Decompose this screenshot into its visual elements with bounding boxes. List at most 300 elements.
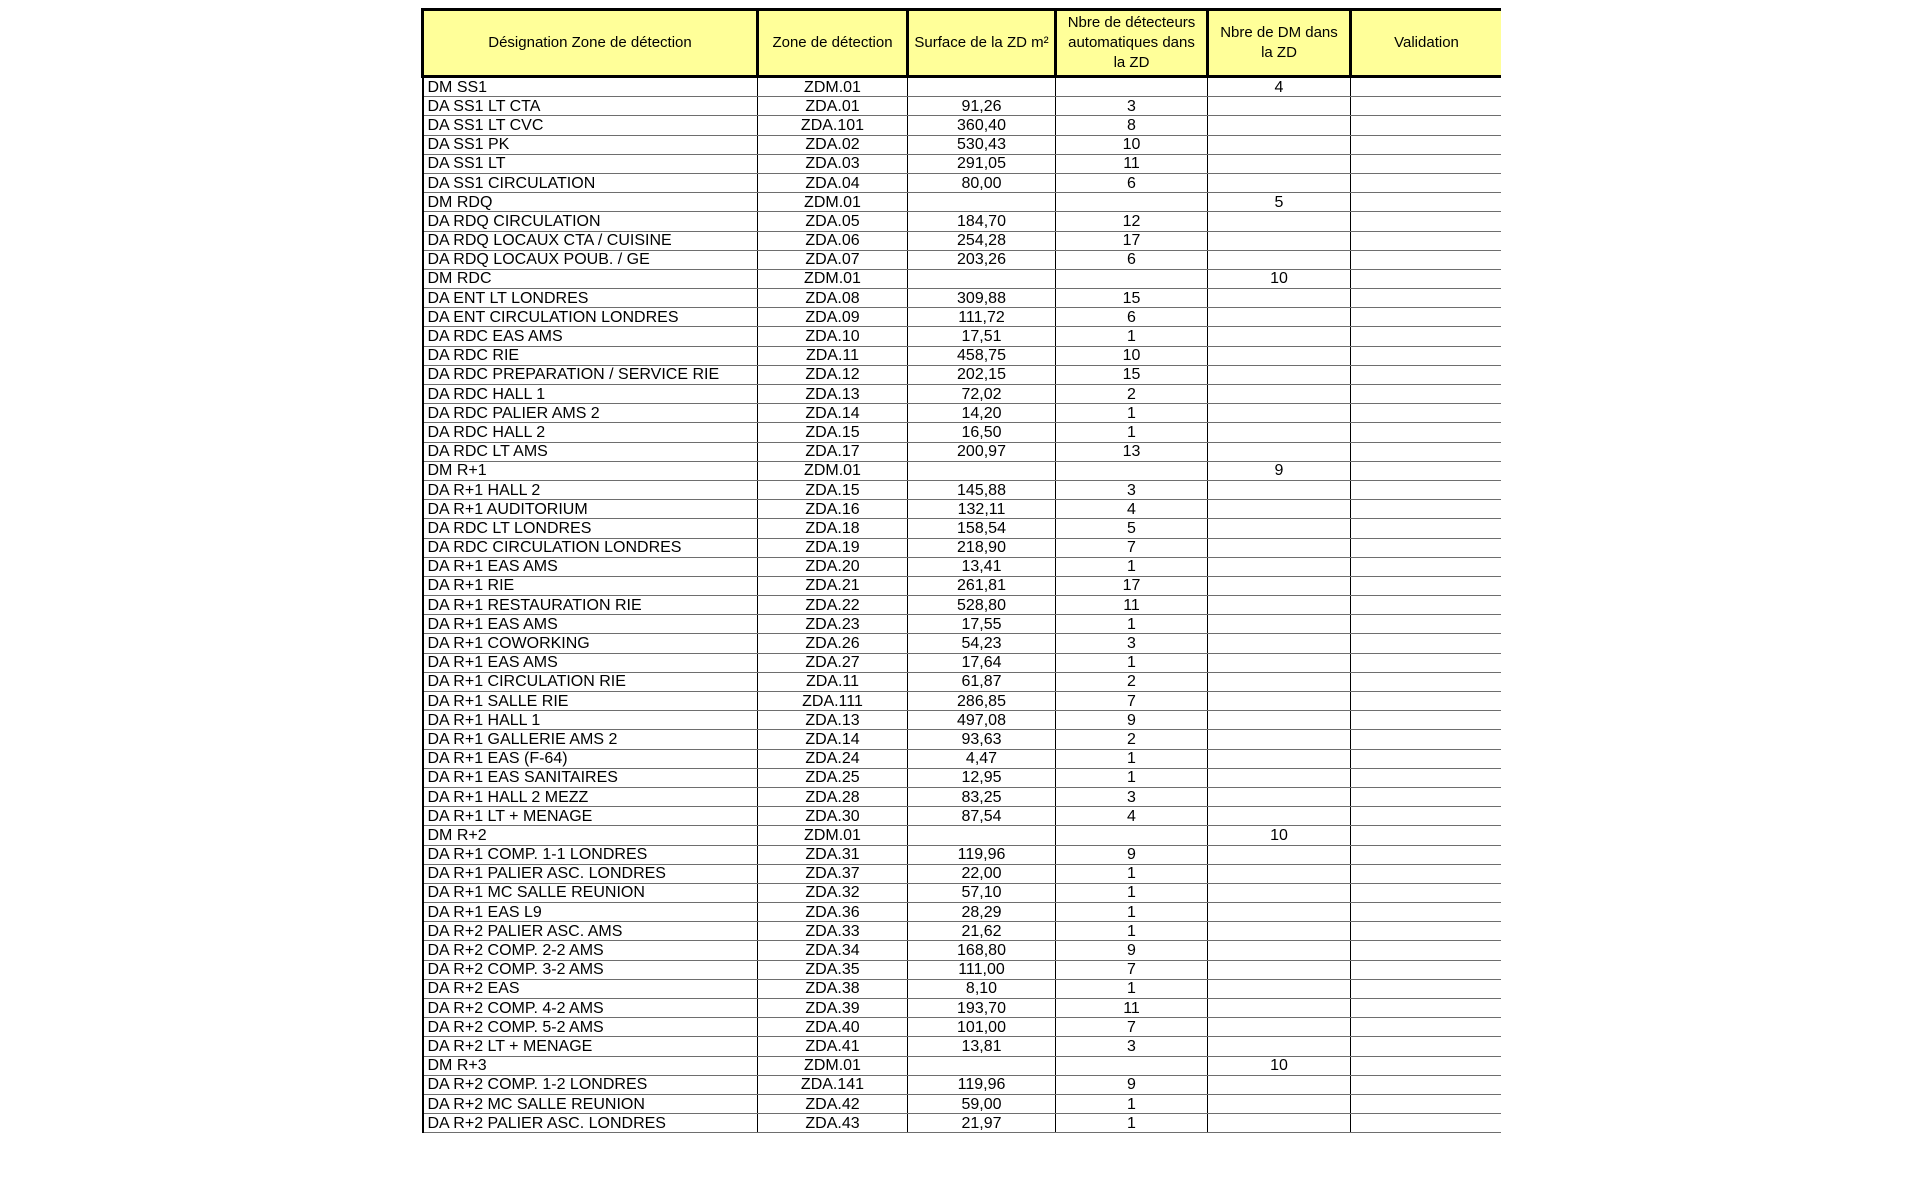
cell-dm-count — [1208, 903, 1351, 922]
table-row — [423, 461, 1502, 480]
cell-detector-count: 1 — [1056, 653, 1208, 672]
table-row — [423, 883, 1502, 902]
header-designation: Désignation Zone de détection — [423, 10, 758, 77]
cell-designation: DA RDC EAS AMS — [423, 327, 758, 346]
cell-detector-count — [1056, 461, 1208, 480]
table-row — [423, 519, 1502, 538]
cell-designation: DA R+2 PALIER ASC. LONDRES — [423, 1114, 758, 1133]
cell-dm-count — [1208, 97, 1351, 116]
table-row — [423, 864, 1502, 883]
table-row — [423, 269, 1502, 288]
cell-validation — [1351, 941, 1502, 960]
cell-surface: 119,96 — [908, 845, 1056, 864]
cell-detector-count: 9 — [1056, 941, 1208, 960]
cell-detector-count: 2 — [1056, 385, 1208, 404]
cell-surface: 530,43 — [908, 135, 1056, 154]
cell-zone: ZDA.33 — [758, 922, 908, 941]
cell-zone: ZDA.10 — [758, 327, 908, 346]
cell-designation: DA R+1 COMP. 1-1 LONDRES — [423, 845, 758, 864]
cell-validation — [1351, 557, 1502, 576]
cell-detector-count: 1 — [1056, 864, 1208, 883]
cell-zone: ZDA.13 — [758, 711, 908, 730]
cell-zone: ZDA.14 — [758, 730, 908, 749]
cell-detector-count: 3 — [1056, 787, 1208, 806]
cell-surface: 111,00 — [908, 960, 1056, 979]
cell-designation: DA R+2 MC SALLE REUNION — [423, 1094, 758, 1113]
cell-zone: ZDA.30 — [758, 807, 908, 826]
cell-surface: 168,80 — [908, 941, 1056, 960]
cell-designation: DA RDQ LOCAUX POUB. / GE — [423, 250, 758, 269]
cell-zone: ZDA.25 — [758, 768, 908, 787]
cell-zone: ZDA.27 — [758, 653, 908, 672]
cell-validation — [1351, 212, 1502, 231]
cell-zone: ZDA.05 — [758, 212, 908, 231]
cell-designation: DA R+2 COMP. 2-2 AMS — [423, 941, 758, 960]
cell-validation — [1351, 135, 1502, 154]
cell-designation: DA R+1 EAS AMS — [423, 615, 758, 634]
cell-detector-count: 1 — [1056, 883, 1208, 902]
cell-dm-count — [1208, 807, 1351, 826]
cell-designation: DM SS1 — [423, 77, 758, 97]
cell-surface: 4,47 — [908, 749, 1056, 768]
table-row — [423, 231, 1502, 250]
cell-detector-count: 4 — [1056, 807, 1208, 826]
cell-surface: 291,05 — [908, 154, 1056, 173]
cell-designation: DA R+1 HALL 1 — [423, 711, 758, 730]
cell-designation: DA SS1 LT — [423, 154, 758, 173]
cell-dm-count: 10 — [1208, 826, 1351, 845]
cell-dm-count — [1208, 711, 1351, 730]
cell-zone: ZDA.04 — [758, 173, 908, 192]
cell-dm-count — [1208, 749, 1351, 768]
cell-designation: DA R+1 EAS SANITAIRES — [423, 768, 758, 787]
cell-validation — [1351, 193, 1502, 212]
cell-designation: DA R+2 COMP. 3-2 AMS — [423, 960, 758, 979]
cell-designation: DA R+1 RIE — [423, 576, 758, 595]
cell-detector-count: 11 — [1056, 596, 1208, 615]
cell-validation — [1351, 461, 1502, 480]
cell-detector-count: 1 — [1056, 404, 1208, 423]
table-row — [423, 442, 1502, 461]
cell-detector-count: 4 — [1056, 500, 1208, 519]
cell-dm-count — [1208, 883, 1351, 902]
table-row — [423, 615, 1502, 634]
cell-zone: ZDA.13 — [758, 385, 908, 404]
cell-zone: ZDA.37 — [758, 864, 908, 883]
cell-validation — [1351, 653, 1502, 672]
cell-validation — [1351, 77, 1502, 97]
cell-validation — [1351, 749, 1502, 768]
cell-validation — [1351, 922, 1502, 941]
cell-designation: DA R+1 EAS L9 — [423, 903, 758, 922]
cell-validation — [1351, 826, 1502, 845]
cell-validation — [1351, 97, 1502, 116]
header-validation: Validation — [1351, 10, 1502, 77]
cell-designation: DA R+2 COMP. 1-2 LONDRES — [423, 1075, 758, 1094]
cell-dm-count — [1208, 135, 1351, 154]
cell-surface: 28,29 — [908, 903, 1056, 922]
cell-dm-count — [1208, 979, 1351, 998]
cell-dm-count — [1208, 289, 1351, 308]
cell-detector-count: 3 — [1056, 97, 1208, 116]
cell-surface: 8,10 — [908, 979, 1056, 998]
table-row — [423, 749, 1502, 768]
cell-zone: ZDA.28 — [758, 787, 908, 806]
table-row — [423, 768, 1502, 787]
cell-surface: 184,70 — [908, 212, 1056, 231]
table-row — [423, 116, 1502, 135]
cell-validation — [1351, 327, 1502, 346]
cell-detector-count — [1056, 269, 1208, 288]
cell-surface: 261,81 — [908, 576, 1056, 595]
table-row — [423, 922, 1502, 941]
cell-designation: DA R+1 SALLE RIE — [423, 692, 758, 711]
cell-zone: ZDM.01 — [758, 826, 908, 845]
cell-zone: ZDA.15 — [758, 480, 908, 499]
cell-validation — [1351, 365, 1502, 384]
table-row — [423, 941, 1502, 960]
cell-zone: ZDA.39 — [758, 999, 908, 1018]
cell-dm-count — [1208, 154, 1351, 173]
cell-zone: ZDA.03 — [758, 154, 908, 173]
cell-validation — [1351, 538, 1502, 557]
cell-dm-count — [1208, 730, 1351, 749]
cell-surface: 22,00 — [908, 864, 1056, 883]
cell-zone: ZDA.22 — [758, 596, 908, 615]
cell-detector-count: 2 — [1056, 672, 1208, 691]
cell-validation — [1351, 787, 1502, 806]
cell-detector-count: 17 — [1056, 231, 1208, 250]
header-surface: Surface de la ZD m² — [908, 10, 1056, 77]
cell-designation: DA SS1 PK — [423, 135, 758, 154]
cell-designation: DA RDC PREPARATION / SERVICE RIE — [423, 365, 758, 384]
cell-detector-count: 1 — [1056, 1094, 1208, 1113]
cell-surface: 202,15 — [908, 365, 1056, 384]
cell-detector-count: 15 — [1056, 289, 1208, 308]
cell-zone: ZDA.20 — [758, 557, 908, 576]
cell-surface: 21,62 — [908, 922, 1056, 941]
cell-dm-count — [1208, 250, 1351, 269]
cell-dm-count — [1208, 672, 1351, 691]
cell-designation: DA R+1 EAS AMS — [423, 557, 758, 576]
table-row — [423, 692, 1502, 711]
cell-designation: DA RDQ LOCAUX CTA / CUISINE — [423, 231, 758, 250]
cell-zone: ZDA.09 — [758, 308, 908, 327]
cell-surface: 16,50 — [908, 423, 1056, 442]
cell-surface: 93,63 — [908, 730, 1056, 749]
cell-surface: 101,00 — [908, 1018, 1056, 1037]
cell-designation: DA RDQ CIRCULATION — [423, 212, 758, 231]
cell-dm-count — [1208, 385, 1351, 404]
cell-dm-count — [1208, 596, 1351, 615]
cell-dm-count: 9 — [1208, 461, 1351, 480]
cell-zone: ZDA.15 — [758, 423, 908, 442]
cell-zone: ZDA.42 — [758, 1094, 908, 1113]
cell-designation: DA RDC CIRCULATION LONDRES — [423, 538, 758, 557]
cell-dm-count — [1208, 1114, 1351, 1133]
cell-dm-count — [1208, 999, 1351, 1018]
cell-dm-count — [1208, 327, 1351, 346]
cell-zone: ZDA.12 — [758, 365, 908, 384]
cell-surface: 91,26 — [908, 97, 1056, 116]
cell-detector-count: 3 — [1056, 1037, 1208, 1056]
cell-zone: ZDA.16 — [758, 500, 908, 519]
table-row — [423, 1075, 1502, 1094]
cell-designation: DA R+1 AUDITORIUM — [423, 500, 758, 519]
cell-dm-count — [1208, 787, 1351, 806]
cell-dm-count — [1208, 500, 1351, 519]
table-body — [423, 77, 1502, 1133]
cell-validation — [1351, 173, 1502, 192]
cell-zone: ZDA.26 — [758, 634, 908, 653]
cell-dm-count — [1208, 692, 1351, 711]
cell-validation — [1351, 999, 1502, 1018]
cell-dm-count — [1208, 404, 1351, 423]
cell-dm-count — [1208, 173, 1351, 192]
cell-zone: ZDA.23 — [758, 615, 908, 634]
cell-designation: DA R+1 COWORKING — [423, 634, 758, 653]
cell-designation: DM RDQ — [423, 193, 758, 212]
cell-zone: ZDA.01 — [758, 97, 908, 116]
cell-detector-count — [1056, 826, 1208, 845]
cell-surface: 497,08 — [908, 711, 1056, 730]
cell-surface: 17,64 — [908, 653, 1056, 672]
cell-surface: 13,81 — [908, 1037, 1056, 1056]
cell-designation: DA ENT CIRCULATION LONDRES — [423, 308, 758, 327]
header-detector-count: Nbre de détecteurs automatiques dans la ZD — [1056, 10, 1208, 77]
cell-detector-count: 6 — [1056, 250, 1208, 269]
cell-designation: DA SS1 CIRCULATION — [423, 173, 758, 192]
cell-detector-count: 10 — [1056, 135, 1208, 154]
cell-dm-count: 5 — [1208, 193, 1351, 212]
cell-designation: DA RDC LT AMS — [423, 442, 758, 461]
table-row — [423, 711, 1502, 730]
cell-zone: ZDA.24 — [758, 749, 908, 768]
cell-validation — [1351, 289, 1502, 308]
cell-zone: ZDA.35 — [758, 960, 908, 979]
cell-zone: ZDA.31 — [758, 845, 908, 864]
cell-surface — [908, 461, 1056, 480]
table-row — [423, 77, 1502, 97]
cell-validation — [1351, 442, 1502, 461]
cell-validation — [1351, 385, 1502, 404]
cell-detector-count: 1 — [1056, 979, 1208, 998]
table-row — [423, 960, 1502, 979]
cell-surface: 360,40 — [908, 116, 1056, 135]
cell-validation — [1351, 903, 1502, 922]
cell-surface — [908, 826, 1056, 845]
cell-surface: 54,23 — [908, 634, 1056, 653]
cell-dm-count — [1208, 1075, 1351, 1094]
cell-validation — [1351, 1114, 1502, 1133]
cell-detector-count: 5 — [1056, 519, 1208, 538]
cell-dm-count — [1208, 346, 1351, 365]
cell-surface: 309,88 — [908, 289, 1056, 308]
cell-validation — [1351, 308, 1502, 327]
cell-validation — [1351, 845, 1502, 864]
cell-dm-count — [1208, 116, 1351, 135]
cell-dm-count — [1208, 615, 1351, 634]
cell-detector-count: 1 — [1056, 327, 1208, 346]
cell-dm-count — [1208, 365, 1351, 384]
cell-zone: ZDA.43 — [758, 1114, 908, 1133]
cell-zone: ZDA.41 — [758, 1037, 908, 1056]
cell-designation: DA R+2 PALIER ASC. AMS — [423, 922, 758, 941]
cell-zone: ZDA.21 — [758, 576, 908, 595]
cell-validation — [1351, 154, 1502, 173]
cell-detector-count — [1056, 1056, 1208, 1075]
cell-zone: ZDA.38 — [758, 979, 908, 998]
cell-validation — [1351, 672, 1502, 691]
cell-dm-count — [1208, 653, 1351, 672]
cell-surface: 132,11 — [908, 500, 1056, 519]
cell-surface: 17,51 — [908, 327, 1056, 346]
table-row — [423, 787, 1502, 806]
table-row — [423, 1114, 1502, 1133]
cell-zone: ZDA.101 — [758, 116, 908, 135]
cell-validation — [1351, 519, 1502, 538]
cell-detector-count: 1 — [1056, 922, 1208, 941]
table-row — [423, 154, 1502, 173]
cell-validation — [1351, 730, 1502, 749]
cell-designation: DA SS1 LT CVC — [423, 116, 758, 135]
cell-surface: 13,41 — [908, 557, 1056, 576]
cell-designation: DA RDC HALL 1 — [423, 385, 758, 404]
cell-zone: ZDA.17 — [758, 442, 908, 461]
cell-designation: DA R+1 EAS (F-64) — [423, 749, 758, 768]
cell-zone: ZDM.01 — [758, 1056, 908, 1075]
cell-validation — [1351, 979, 1502, 998]
cell-validation — [1351, 1018, 1502, 1037]
cell-surface: 21,97 — [908, 1114, 1056, 1133]
table-row — [423, 845, 1502, 864]
table-row — [423, 193, 1502, 212]
table-row — [423, 385, 1502, 404]
cell-validation — [1351, 116, 1502, 135]
table-row — [423, 730, 1502, 749]
cell-dm-count: 10 — [1208, 1056, 1351, 1075]
cell-detector-count: 7 — [1056, 1018, 1208, 1037]
table-row — [423, 500, 1502, 519]
cell-surface: 61,87 — [908, 672, 1056, 691]
cell-designation: DA RDC LT LONDRES — [423, 519, 758, 538]
cell-detector-count: 8 — [1056, 116, 1208, 135]
cell-validation — [1351, 634, 1502, 653]
cell-zone: ZDA.11 — [758, 672, 908, 691]
table-row — [423, 538, 1502, 557]
cell-dm-count — [1208, 768, 1351, 787]
cell-validation — [1351, 864, 1502, 883]
cell-designation: DA R+2 COMP. 4-2 AMS — [423, 999, 758, 1018]
cell-designation: DA R+1 MC SALLE REUNION — [423, 883, 758, 902]
cell-surface: 286,85 — [908, 692, 1056, 711]
cell-designation: DM RDC — [423, 269, 758, 288]
cell-detector-count: 2 — [1056, 730, 1208, 749]
table-row — [423, 1037, 1502, 1056]
cell-detector-count: 7 — [1056, 692, 1208, 711]
cell-detector-count: 1 — [1056, 1114, 1208, 1133]
cell-designation: DA R+2 COMP. 5-2 AMS — [423, 1018, 758, 1037]
cell-surface: 57,10 — [908, 883, 1056, 902]
cell-validation — [1351, 1075, 1502, 1094]
cell-detector-count: 6 — [1056, 173, 1208, 192]
cell-designation: DA R+1 HALL 2 MEZZ — [423, 787, 758, 806]
cell-detector-count: 1 — [1056, 557, 1208, 576]
table-row — [423, 365, 1502, 384]
cell-detector-count: 12 — [1056, 212, 1208, 231]
cell-designation: DA R+1 RESTAURATION RIE — [423, 596, 758, 615]
cell-dm-count: 4 — [1208, 77, 1351, 97]
cell-validation — [1351, 500, 1502, 519]
table-row — [423, 346, 1502, 365]
cell-validation — [1351, 1056, 1502, 1075]
cell-designation: DM R+3 — [423, 1056, 758, 1075]
table-row — [423, 903, 1502, 922]
cell-validation — [1351, 250, 1502, 269]
table-row — [423, 135, 1502, 154]
table-row — [423, 173, 1502, 192]
cell-validation — [1351, 1094, 1502, 1113]
cell-designation: DA R+1 CIRCULATION RIE — [423, 672, 758, 691]
cell-dm-count — [1208, 941, 1351, 960]
cell-detector-count: 11 — [1056, 999, 1208, 1018]
cell-detector-count: 13 — [1056, 442, 1208, 461]
cell-detector-count: 1 — [1056, 768, 1208, 787]
cell-surface: 193,70 — [908, 999, 1056, 1018]
cell-zone: ZDA.36 — [758, 903, 908, 922]
cell-surface: 17,55 — [908, 615, 1056, 634]
table-row — [423, 653, 1502, 672]
cell-surface — [908, 193, 1056, 212]
cell-dm-count — [1208, 557, 1351, 576]
cell-zone: ZDM.01 — [758, 461, 908, 480]
cell-surface: 12,95 — [908, 768, 1056, 787]
cell-zone: ZDM.01 — [758, 269, 908, 288]
cell-validation — [1351, 346, 1502, 365]
table-row — [423, 308, 1502, 327]
header-row — [423, 10, 1502, 77]
cell-detector-count: 1 — [1056, 615, 1208, 634]
cell-designation: DA R+1 GALLERIE AMS 2 — [423, 730, 758, 749]
cell-dm-count — [1208, 1094, 1351, 1113]
cell-validation — [1351, 1037, 1502, 1056]
cell-designation: DA RDC PALIER AMS 2 — [423, 404, 758, 423]
cell-designation: DM R+1 — [423, 461, 758, 480]
cell-detector-count: 10 — [1056, 346, 1208, 365]
cell-detector-count — [1056, 77, 1208, 97]
cell-zone: ZDM.01 — [758, 193, 908, 212]
cell-detector-count: 1 — [1056, 749, 1208, 768]
cell-zone: ZDA.19 — [758, 538, 908, 557]
cell-detector-count: 1 — [1056, 423, 1208, 442]
table-row — [423, 807, 1502, 826]
cell-designation: DA R+1 HALL 2 — [423, 480, 758, 499]
header-zone: Zone de détection — [758, 10, 908, 77]
cell-dm-count — [1208, 845, 1351, 864]
cell-detector-count: 7 — [1056, 960, 1208, 979]
cell-surface: 119,96 — [908, 1075, 1056, 1094]
cell-detector-count: 6 — [1056, 308, 1208, 327]
cell-dm-count — [1208, 519, 1351, 538]
table-row — [423, 557, 1502, 576]
cell-detector-count: 11 — [1056, 154, 1208, 173]
table-row — [423, 1056, 1502, 1075]
table-row — [423, 596, 1502, 615]
table-row — [423, 999, 1502, 1018]
cell-validation — [1351, 960, 1502, 979]
cell-zone: ZDA.14 — [758, 404, 908, 423]
cell-zone: ZDA.11 — [758, 346, 908, 365]
